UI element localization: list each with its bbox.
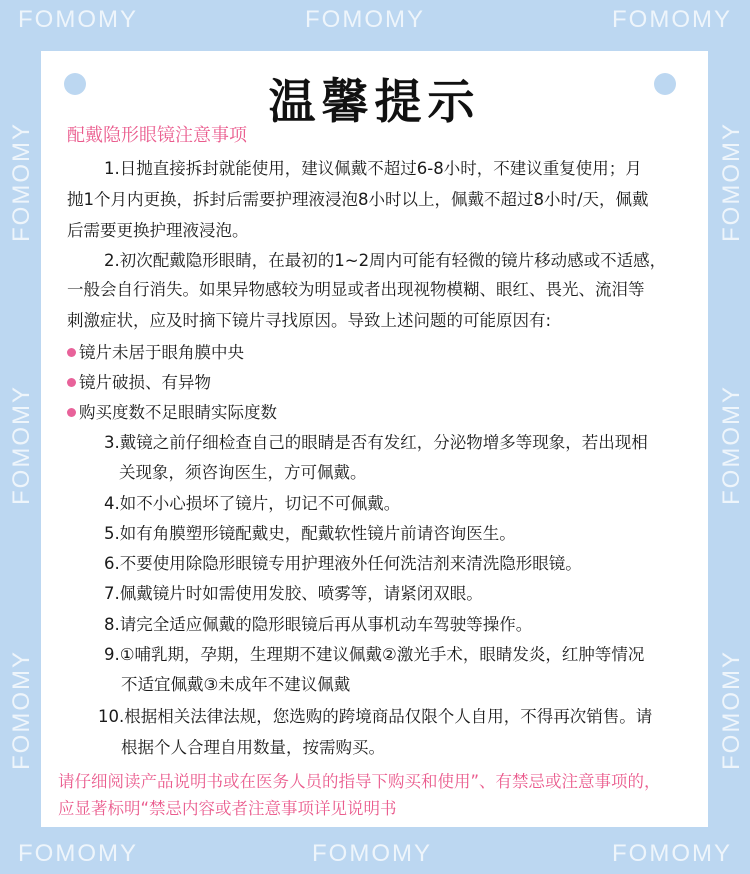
item-8: 8.请完全适应佩戴的隐形眼镜后再从事机动车驾驶等操作。 — [104, 615, 533, 634]
item-1-line-3: 后需要更换护理液浸泡。 — [67, 221, 249, 240]
item-2-line-2: 一般会自行消失。如果异物感较为明显或者出现视物模糊、眼红、畏光、流泪等 — [67, 280, 645, 299]
item-9-line-1: 9.①哺乳期，孕期，生理期不建议佩戴②激光手术，眼睛发炎，红肿等情况 — [104, 645, 645, 664]
bullet-dot-icon — [67, 408, 76, 417]
item-5: 5.如有角膜塑形镜配戴史，配戴软性镜片前请咨询医生。 — [104, 524, 516, 543]
watermark: FOMOMY — [8, 650, 35, 770]
watermark: FOMOMY — [718, 650, 745, 770]
watermark: FOMOMY — [305, 6, 425, 33]
bullet-item: 购买度数不足眼睛实际度数 — [67, 399, 277, 423]
warning-line-1: 请仔细阅读产品说明书或在医务人员的指导下购买和使用”、有禁忌或注意事项的， — [58, 772, 661, 791]
bullet-item: 镜片破损、有异物 — [67, 369, 211, 393]
item-1-line-2: 抛1个月内更换，拆封后需要护理液浸泡8小时以上，佩戴不超过8小时/天，佩戴 — [67, 190, 649, 209]
item-10-line-2: 根据个人合理自用数量，按需购买。 — [121, 738, 385, 757]
bullet-dot-icon — [67, 378, 76, 387]
watermark: FOMOMY — [718, 122, 745, 242]
notice-card — [41, 51, 708, 827]
item-9-line-2: 不适宜佩戴③未成年不建议佩戴 — [121, 675, 351, 694]
watermark: FOMOMY — [718, 385, 745, 505]
section-subtitle: 配戴隐形眼镜注意事项 — [67, 125, 247, 146]
watermark: FOMOMY — [612, 840, 732, 867]
watermark: FOMOMY — [18, 840, 138, 867]
warning-line-2: 应显著标明“禁忌内容或者注意事项详见说明书 — [58, 799, 397, 818]
watermark: FOMOMY — [8, 385, 35, 505]
item-3-line-2: 关现象，须咨询医生，方可佩戴。 — [119, 463, 367, 482]
bullet-dot-icon — [67, 348, 76, 357]
item-1-line-1: 1.日抛直接拆封就能使用，建议佩戴不超过6-8小时，不建议重复使用；月 — [104, 159, 642, 178]
item-4: 4.如不小心损坏了镜片，切记不可佩戴。 — [104, 494, 401, 513]
watermark: FOMOMY — [8, 122, 35, 242]
item-7: 7.佩戴镜片时如需使用发胶、喷雾等，请紧闭双眼。 — [104, 584, 483, 603]
item-2-line-1: 2.初次配戴隐形眼睛，在最初的1~2周内可能有轻微的镜片移动感或不适感， — [104, 251, 667, 270]
watermark: FOMOMY — [612, 6, 732, 33]
item-10-line-1: 10.根据相关法律法规，您选购的跨境商品仅限个人自用，不得再次销售。请 — [98, 707, 653, 726]
bullet-item: 镜片未居于眼角膜中央 — [67, 339, 244, 363]
item-3-line-1: 3.戴镜之前仔细检查自己的眼睛是否有发红，分泌物增多等现象，若出现相 — [104, 433, 648, 452]
item-6: 6.不要使用除隐形眼镜专用护理液外任何洗洁剂来清洗隐形眼镜。 — [104, 554, 582, 573]
item-2-line-3: 刺激症状，应及时摘下镜片寻找原因。导致上述问题的可能原因有: — [67, 311, 552, 330]
watermark: FOMOMY — [18, 6, 138, 33]
page-title: 温馨提示 — [268, 75, 481, 130]
watermark: FOMOMY — [312, 840, 432, 867]
